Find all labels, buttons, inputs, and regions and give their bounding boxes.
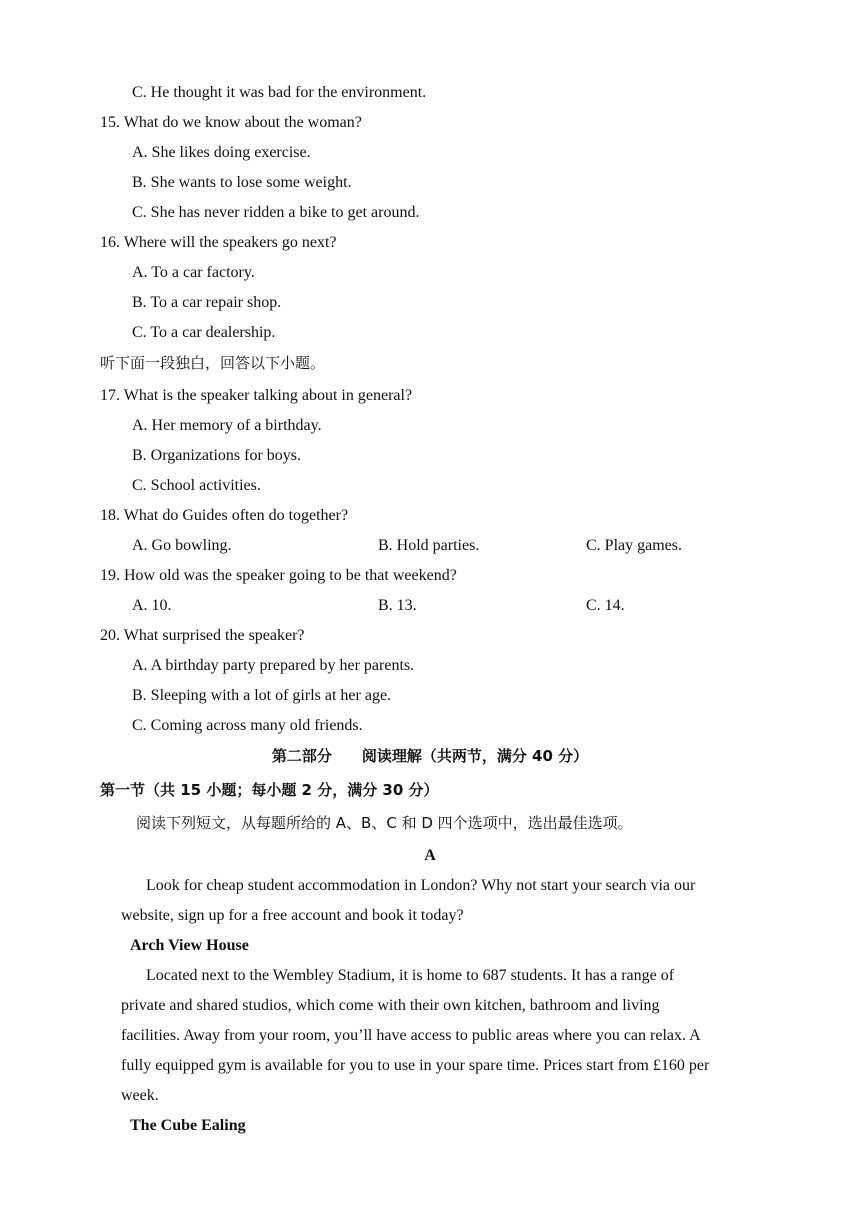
q16-question: 16. Where will the speakers go next? [100, 234, 337, 251]
q16-option-a: A. To a car factory. [132, 264, 255, 281]
q17-question: 17. What is the speaker talking about in general? [100, 387, 413, 404]
arch-view-text-line: facilities. Away from your room, you’ll have access to public areas where you can relax. A [121, 1027, 701, 1044]
arch-view-text-line: private and shared studios, which come with their own kitchen, bathroom and living [121, 997, 660, 1014]
cube-ealing-heading: The Cube Ealing [130, 1117, 246, 1134]
q17-option-b: B. Organizations for boys. [132, 447, 302, 464]
passage-intro-line: Look for cheap student accommodation in London? Why not start your search via our [146, 877, 696, 894]
passage-intro-line: website, sign up for a free account and book it today? [121, 907, 464, 924]
monologue-instruction: 听下面一段独白，回答以下小题。 [100, 354, 326, 372]
q20-question: 20. What surprised the speaker? [100, 627, 305, 644]
q15-question: 15. What do we know about the woman? [100, 114, 362, 131]
q14-option-c: C. He thought it was bad for the environment. [132, 84, 427, 101]
q15-option-c: C. She has never ridden a bike to get around. [132, 204, 420, 221]
q18-option-b: B. Hold parties. [378, 537, 480, 554]
q17-option-c: C. School activities. [132, 477, 261, 494]
arch-view-text-line: week. [121, 1087, 159, 1104]
q20-option-b: B. Sleeping with a lot of girls at her age. [132, 687, 392, 704]
q20-option-a: A. A birthday party prepared by her parents. [132, 657, 415, 674]
part-two-title: 第二部分 阅读理解（共两节，满分 40 分） [271, 747, 589, 765]
q19-question: 19. How old was the speaker going to be that weekend? [100, 567, 457, 584]
arch-view-house-heading: Arch View House [130, 937, 249, 954]
arch-view-text-line: Located next to the Wembley Stadium, it is home to 687 students. It has a range of [146, 967, 675, 984]
q19-option-c: C. 14. [586, 597, 625, 614]
q15-option-b: B. She wants to lose some weight. [132, 174, 352, 191]
q19-option-a: A. 10. [132, 597, 172, 614]
q15-option-a: A. She likes doing exercise. [132, 144, 311, 161]
reading-instruction: 阅读下列短文，从每题所给的 A、B、C 和 D 四个选项中，选出最佳选项。 [136, 814, 633, 832]
arch-view-text-line: fully equipped gym is available for you to use in your spare time. Prices start from £160 per [121, 1057, 710, 1074]
q16-option-b: B. To a car repair shop. [132, 294, 282, 311]
q17-option-a: A. Her memory of a birthday. [132, 417, 322, 434]
q20-option-c: C. Coming across many old friends. [132, 717, 363, 734]
passage-label: A [424, 847, 436, 864]
q19-option-b: B. 13. [378, 597, 417, 614]
q16-option-c: C. To a car dealership. [132, 324, 276, 341]
q18-option-c: C. Play games. [586, 537, 682, 554]
section-one-title: 第一节（共 15 小题；每小题 2 分，满分 30 分） [100, 781, 439, 799]
q18-question: 18. What do Guides often do together? [100, 507, 349, 524]
q18-option-a: A. Go bowling. [132, 537, 232, 554]
